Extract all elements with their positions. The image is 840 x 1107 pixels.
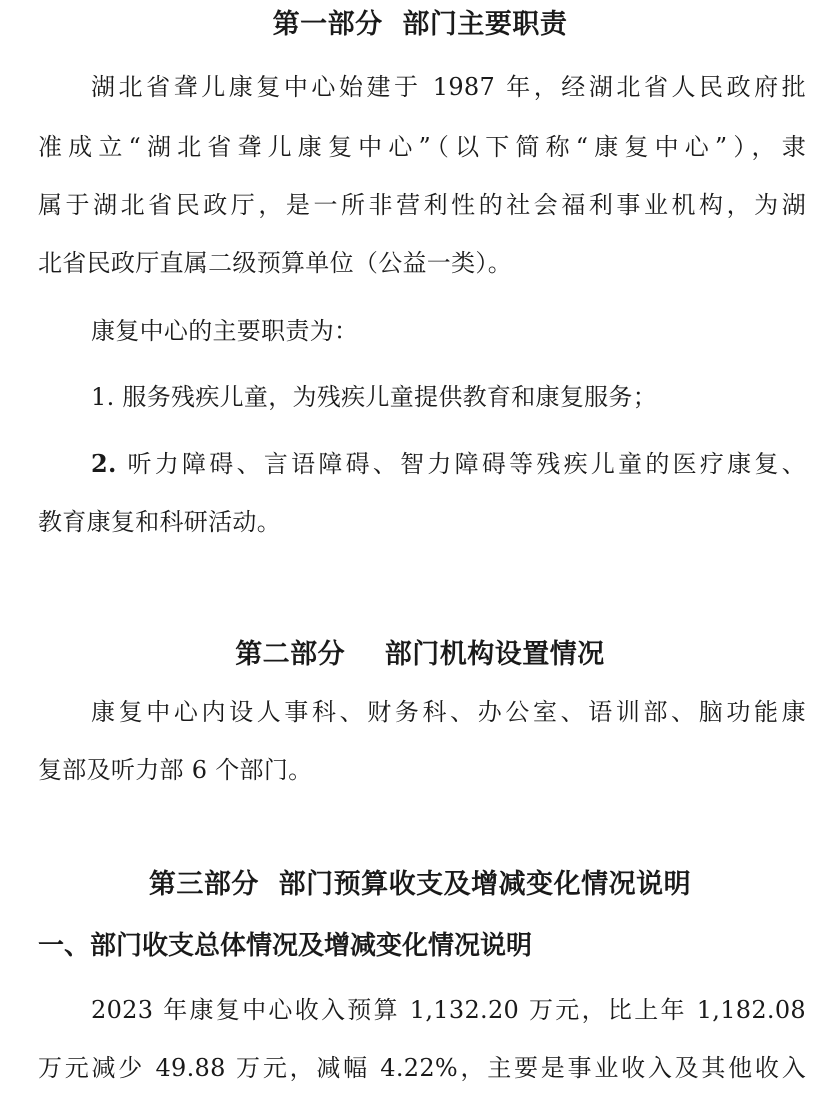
section-3-para-1-line-2: 万元减少 49.88 万元，减幅 4.22%，主要是事业收入及其他收入 bbox=[38, 1054, 806, 1082]
section-2-para-1-line-2: 复部及听力部 6 个部门。 bbox=[38, 756, 313, 784]
section-1-para-4-line-1 bbox=[91, 447, 806, 481]
section-3-heading: 第三部分 部门预算收支及增减变化情况说明 bbox=[148, 869, 692, 900]
section-1-para-1-line-4: 北省民政厅直属二级预算单位（公益一类）。 bbox=[38, 249, 512, 277]
section-3-para-1-line-1: 2023 年康复中心收入预算 1,132.20 万元，比上年 1,182.08 bbox=[91, 996, 806, 1024]
section-1-para-3: 1. 服务残疾儿童，为残疾儿童提供教育和康复服务； bbox=[91, 383, 658, 411]
section-1-para-1-line-2: 准成立“湖北省聋儿康复中心”（以下简称“康复中心”），隶 bbox=[38, 133, 806, 161]
section-1-heading: 第一部分 部门主要职责 bbox=[272, 9, 568, 40]
section-3-subheading: 一、部门收支总体情况及增减变化情况说明 bbox=[38, 931, 533, 961]
section-1-para-1-line-3: 属于湖北省民政厅，是一所非营利性的社会福利事业机构，为湖 bbox=[38, 191, 806, 219]
section-1-para-2: 康复中心的主要职责为： bbox=[91, 317, 359, 345]
section-1-para-4-line-2: 教育康复和科研活动。 bbox=[38, 508, 281, 536]
list-text: 听力障碍、言语障碍、智力障碍等残疾儿童的医疗康复、 bbox=[116, 450, 806, 478]
list-number: 2. bbox=[91, 449, 117, 478]
section-2-para-1-line-1: 康复中心内设人事科、财务科、办公室、语训部、脑功能康 bbox=[91, 698, 806, 726]
section-1-para-1-line-1: 湖北省聋儿康复中心始建于 1987 年，经湖北省人民政府批 bbox=[91, 73, 806, 101]
section-2-heading: 第二部分 部门机构设置情况 bbox=[235, 639, 605, 670]
